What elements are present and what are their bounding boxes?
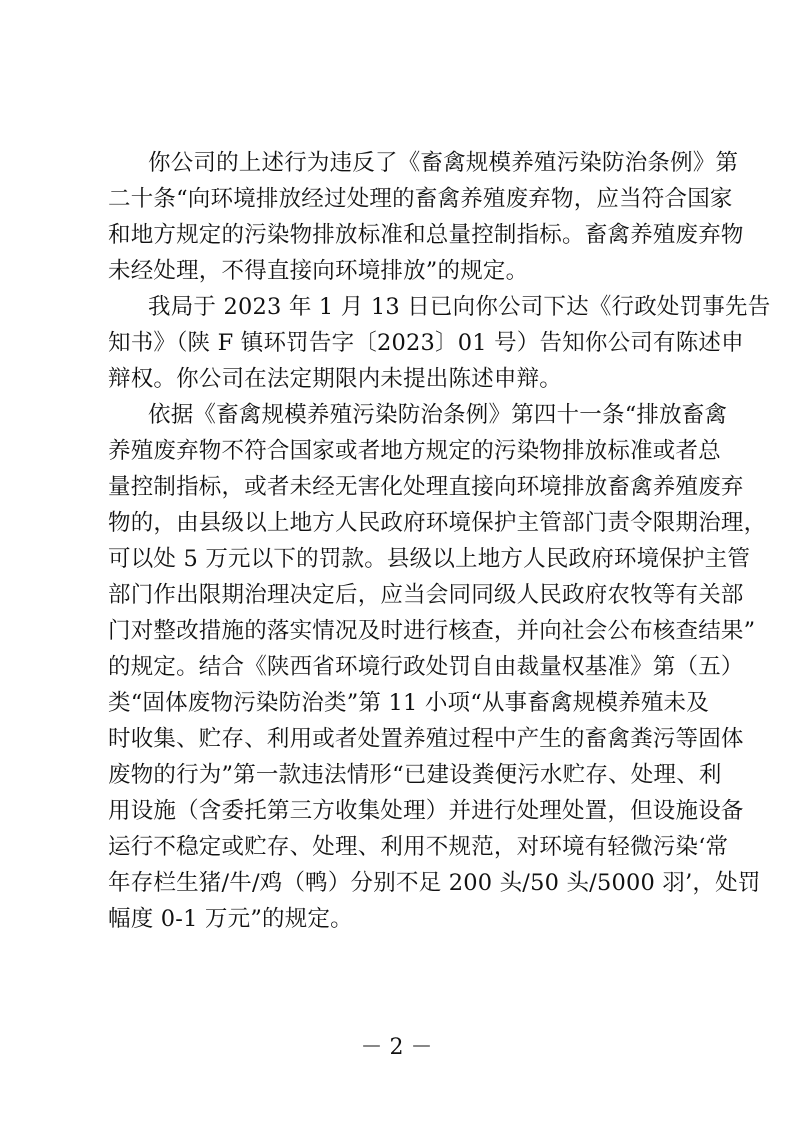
paragraph-2-line-3: 辩权。你公司在法定期限内未提出陈述申辩。 bbox=[108, 366, 563, 392]
paragraph-3-line-8: 的规定。结合《陕西省环境行政处罚自由裁量权基准》第（五） bbox=[108, 654, 744, 680]
paragraph-3-line-9: 类“固体废物污染防治类”第 11 小项“从事畜禽规模养殖未及 bbox=[108, 690, 709, 716]
paragraph-3-line-5: 可以处 5 万元以下的罚款。县级以上地方人民政府环境保护主管 bbox=[108, 546, 751, 572]
page-number: － 2 － bbox=[360, 1035, 433, 1060]
paragraph-3-line-2: 养殖废弃物不符合国家或者地方规定的污染物排放标准或者总 bbox=[108, 438, 721, 464]
paragraph-1-line-4: 未经处理，不得直接向环境排放”的规定。 bbox=[108, 258, 529, 284]
paragraph-3-line-6: 部门作出限期治理决定后，应当会同同级人民政府农牧等有关部 bbox=[108, 582, 744, 608]
paragraph-2-line-1: 我局于 2023 年 1 月 13 日已向你公司下达《行政处罚事先告 bbox=[148, 294, 771, 320]
paragraph-1-line-3: 和地方规定的污染物排放标准和总量控制指标。畜禽养殖废弃物 bbox=[108, 222, 744, 248]
paragraph-2-line-2: 知书》（陕 F 镇环罚告字〔2023〕01 号）告知你公司有陈述申 bbox=[108, 330, 744, 356]
paragraph-3-line-4: 物的，由县级以上地方人民政府环境保护主管部门责令限期治理， bbox=[108, 510, 767, 536]
paragraph-3-line-12: 用设施（含委托第三方收集处理）并进行处理处置，但设施设备 bbox=[108, 798, 744, 824]
paragraph-3-line-7: 门对整改措施的落实情况及时进行核查，并向社会公布核查结果” bbox=[108, 618, 756, 644]
paragraph-3-line-1: 依据《畜禽规模养殖污染防治条例》第四十一条“排放畜禽 bbox=[148, 402, 728, 428]
paragraph-3-line-11: 废物的行为”第一款违法情形“已建设粪便污水贮存、处理、利 bbox=[108, 762, 722, 788]
paragraph-1-line-1: 你公司的上述行为违反了《畜禽规模养殖污染防治条例》第 bbox=[148, 150, 739, 176]
paragraph-3-line-10: 时收集、贮存、利用或者处置养殖过程中产生的畜禽粪污等固体 bbox=[108, 726, 744, 752]
paragraph-3-line-14: 年存栏生猪/牛/鸡（鸭）分别不足 200 头/50 头/5000 羽’，处罚 bbox=[108, 870, 761, 896]
paragraph-1-line-2: 二十条“向环境排放经过处理的畜禽养殖废弃物，应当符合国家 bbox=[108, 186, 733, 212]
paragraph-3-line-13: 运行不稳定或贮存、处理、利用不规范，对环境有轻微污染‘常 bbox=[108, 834, 729, 860]
paragraph-3-line-15: 幅度 0-1 万元”的规定。 bbox=[108, 906, 353, 932]
paragraph-3-line-3: 量控制指标，或者未经无害化处理直接向环境排放畜禽养殖废弃 bbox=[108, 474, 744, 500]
